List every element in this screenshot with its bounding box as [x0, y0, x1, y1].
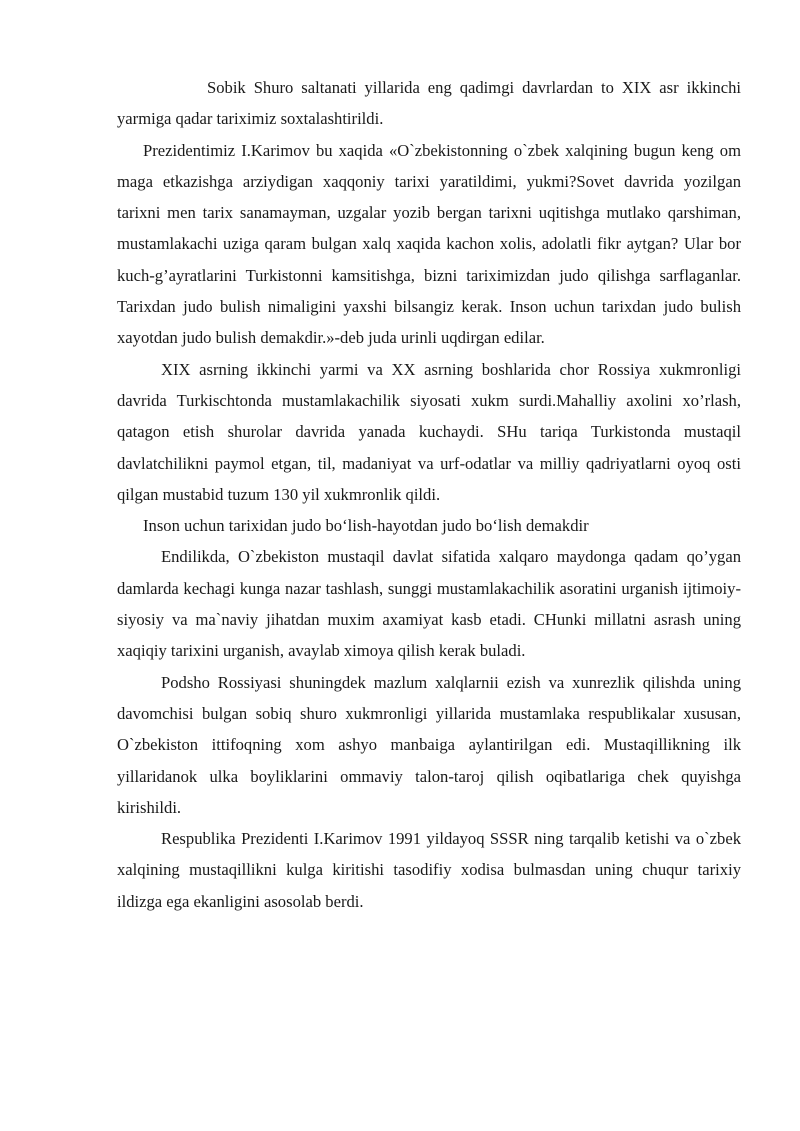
paragraph-5: Endilikda, O`zbekiston mustaqil davlat sifatida xalqaro maydonga qadam qo’ygan damlarda kechagi kunga nazar tashlash, sunggi mustamlakachilik asoratini urganish ijtimoiy-siyosiy va ma`naviy jihatdan muxim axamiyat kasb etadi. CHunki millatni asrash uning xaqiqiy tarixini urganish, avaylab ximoya qilish kerak buladi. [117, 547, 741, 661]
paragraph-6: Podsho Rossiyasi shuningdek mazlum xalqlarnii ezish va xunrezlik qilishda uning davomchisi bulgan sobiq shuro xukmronligi yillarida mustamlaka respublikalar xususan, O`zbekiston ittifoqning xom ashyo manbaiga aylantirilgan edi. Mustaqillikning ilk yillaridanok ulka boyliklarini ommaviy talon-taroj qilish oqibatlariga chek quyishga kirishildi. [117, 672, 741, 817]
paragraph-4: Inson uchun tarixidan judo bo‘lish-hayotdan judo bo‘lish demakdir [143, 516, 589, 536]
paragraph-3: XIX asrning ikkinchi yarmi va XX asrning boshlarida chor Rossiya xukmronligi davrida Turkischtonda mustamlakachilik siyosati xukm surdi.Mahalliy axolini xo’rlash, qatagon etish shurolar davrida yanada kuchaydi. SHu tariqa Turkistonda mustaqil davlatchilikni paymol etgan, til, madaniyat va urf-odatlar va milliy qadriyatlarni oyoq osti qilgan mustabid tuzum 130 yil xukmronlik qildi. [117, 359, 741, 504]
paragraph-7: Respublika Prezidenti I.Karimov 1991 yildayoq SSSR ning tarqalib ketishi va o`zbek xalqining mustaqillikni kulga kiritishi tasodifiy xodisa bulmasdan uning chuqur tarixiy ildizga ega ekanligini asosolab berdi. [117, 829, 741, 911]
paragraph-2: Prezidentimiz I.Karimov bu xaqida «O`zbekistonning o`zbek xalqining bugun keng om maga etkazishga arziydigan xaqqoniy tarixi yaratildimi, yukmi?Sovet davrida yozilgan tarixni men tarix sanamayman, uzgalar yozib bergan tarixni uqitishga mutlako qarshiman, mustamlakachi uziga qaram bulgan xalq xaqida kachon xolis, adolatli fikr aytgan? Ular bor kuch-g’ayratlarini Turkistonni kamsitishga, bizni tariximizdan judo qilishga sarflaganlar. Tarixdan judo bulish nimaligini yaxshi bilsangiz kerak. Inson uchun tarixdan judo bulish xayotdan judo bulish demakdir.»-deb juda urinli uqdirgan edilar. [117, 140, 741, 348]
body-text [117, 72, 741, 917]
paragraph-1: Sobik Shuro saltanati yillarida eng qadimgi davrlardan to XIX asr ikkinchi yarmiga qadar tariximiz soxtalashtirildi. [117, 78, 741, 129]
